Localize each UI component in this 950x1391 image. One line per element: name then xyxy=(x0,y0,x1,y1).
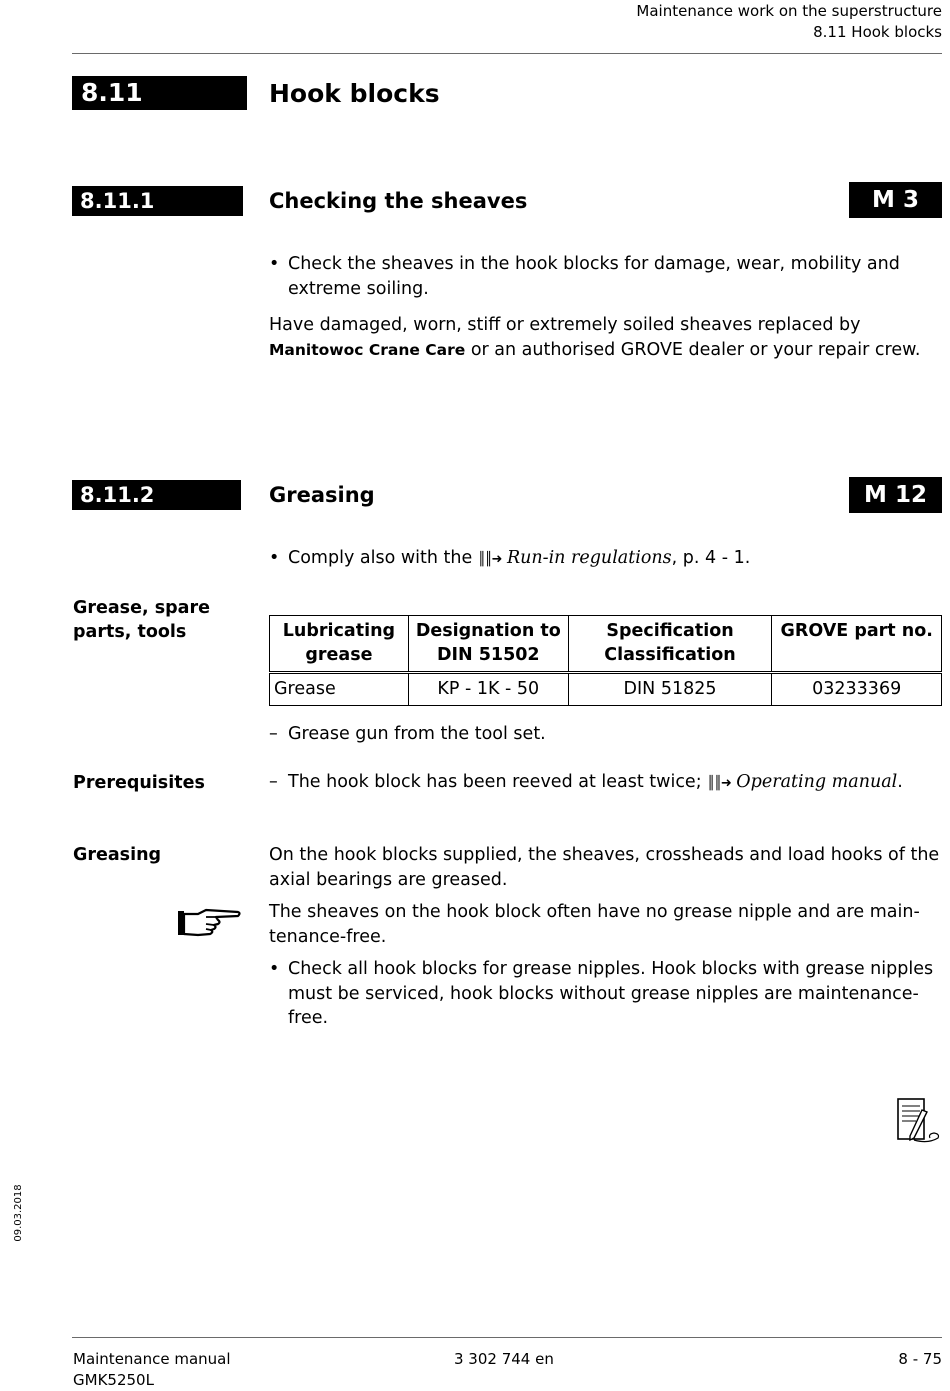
header-chapter: Maintenance work on the superstructure xyxy=(636,2,942,20)
table-cell: Grease xyxy=(270,673,409,706)
grease-gun-text: Grease gun from the tool set. xyxy=(288,724,546,744)
label-line: parts, tools xyxy=(73,622,187,642)
paragraph-line-rest: or an authorised GROVE dealer or your repair crew. xyxy=(465,339,921,360)
arrow-right-icon: ║║➜ xyxy=(477,552,502,567)
footer-doc-number: 3 302 744 en xyxy=(454,1350,554,1368)
paragraph-line: tenance-free. xyxy=(269,926,387,947)
label-greasing: Greasing xyxy=(73,845,162,865)
bullet-text-line: Check all hook blocks for grease nipples. Hook blocks with grease nipples xyxy=(288,959,934,979)
bullet-dot: • xyxy=(269,548,280,568)
replacement-paragraph xyxy=(269,313,942,362)
subsection-title: Checking the sheaves xyxy=(269,189,528,213)
label-tools xyxy=(73,596,210,644)
paragraph-line: On the hook blocks supplied, the sheaves, crossheads and load hooks of the xyxy=(269,845,940,865)
footer-manual-title: Maintenance manual xyxy=(73,1350,231,1368)
table-cell: 03233369 xyxy=(772,673,942,706)
prerequisite-end: . xyxy=(897,772,903,792)
prerequisite-text: The hook block has been reeved at least twice; xyxy=(288,772,708,792)
brand-name: Manitowoc Crane Care xyxy=(269,340,466,359)
label-prerequisites: Prerequisites xyxy=(73,773,205,793)
header-section: 8.11 Hook blocks xyxy=(813,23,942,41)
paragraph-line: Have damaged, worn, stiff or extremely soiled sheaves replaced by xyxy=(269,315,861,335)
comply-page: , p. 4 - 1. xyxy=(671,548,751,568)
bullet-text-line: must be serviced, hook blocks without grease nipples are maintenance- xyxy=(288,983,919,1004)
subsection-number-box: 8.11.2 xyxy=(72,480,241,510)
prerequisite-item xyxy=(269,770,942,796)
comply-text: Comply also with the xyxy=(288,548,478,568)
label-line: Grease, spare xyxy=(73,598,210,618)
section-title: Hook blocks xyxy=(269,79,440,108)
header-rule xyxy=(72,53,942,54)
arrow-right-icon: ║║➜ xyxy=(707,776,731,791)
bullet-text-line: extreme soiling. xyxy=(288,278,429,299)
bullet-dot: • xyxy=(269,959,280,979)
table-header-cell: Lubricating grease xyxy=(270,616,409,673)
cross-reference-link[interactable]: Run-in regulations xyxy=(506,548,672,568)
interval-badge: M 12 xyxy=(849,477,942,513)
table-header-cell: Specification Classification xyxy=(568,616,772,673)
table-header-cell: GROVE part no. xyxy=(772,616,942,673)
grease-gun-item xyxy=(269,722,942,748)
pointing-hand-icon xyxy=(176,905,242,941)
notepad-pen-icon xyxy=(894,1096,942,1146)
greasing-paragraph xyxy=(269,843,942,892)
bullet-text-line: free. xyxy=(288,1008,329,1028)
footer-rule xyxy=(72,1337,942,1338)
footer-model: GMK5250L xyxy=(73,1371,154,1389)
dash-mark: – xyxy=(269,772,278,792)
check-nipples-bullet xyxy=(269,957,942,1032)
comply-bullet xyxy=(269,546,942,572)
side-date: 09.03.2018 xyxy=(13,1184,24,1242)
interval-badge: M 3 xyxy=(849,182,942,218)
section-number-box: 8.11 xyxy=(72,76,247,110)
check-sheaves-bullet xyxy=(269,252,942,302)
subsection-number-box: 8.11.1 xyxy=(72,186,243,216)
bullet-text-line: Check the sheaves in the hook blocks for damage, wear, mobility and xyxy=(288,254,900,274)
paragraph-line: axial bearings are greased. xyxy=(269,869,508,890)
table-row xyxy=(270,673,942,706)
table-cell: KP - 1K - 50 xyxy=(408,673,568,706)
cross-reference-link[interactable]: Operating manual xyxy=(736,772,898,792)
table-cell: DIN 51825 xyxy=(568,673,772,706)
table-header-cell: Designation to DIN 51502 xyxy=(408,616,568,673)
note-paragraph xyxy=(269,900,942,949)
footer-page-number: 8 - 75 xyxy=(898,1350,942,1368)
lubricant-table xyxy=(269,615,942,706)
bullet-dot: • xyxy=(269,254,280,274)
paragraph-line xyxy=(269,338,942,363)
paragraph-line: The sheaves on the hook block often have no grease nipple and are main- xyxy=(269,902,920,922)
table-header-row xyxy=(270,616,942,673)
subsection-title: Greasing xyxy=(269,483,375,507)
dash-mark: – xyxy=(269,724,278,744)
footer-manual xyxy=(73,1349,231,1391)
